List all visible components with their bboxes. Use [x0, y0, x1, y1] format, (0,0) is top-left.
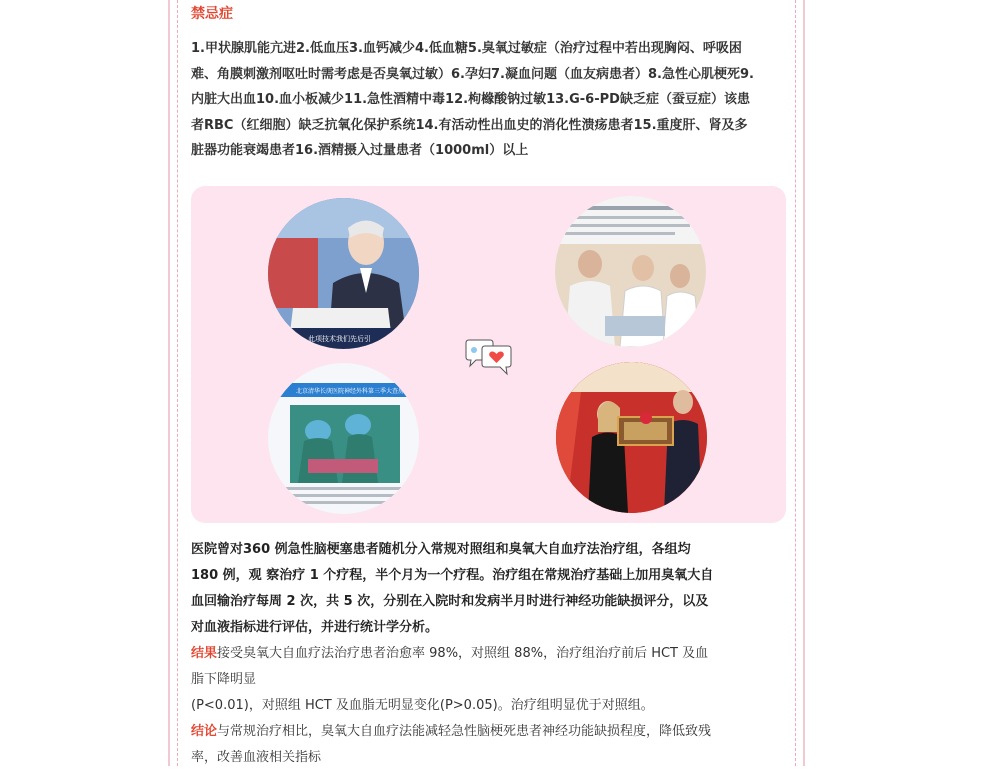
dashed-border-right — [795, 0, 796, 766]
doctors-patient-photo — [555, 196, 706, 347]
award-photo — [556, 362, 707, 513]
contra-line: 脏器功能衰竭患者16.酒精摄入过量患者（1000ml）以上 — [191, 143, 529, 158]
method-line: 血回输治疗每周 2 次，共 5 次，分别在入院时和发病半月时进行神经功能缺损评分，以及 — [191, 594, 709, 609]
article-column — [168, 0, 805, 766]
chat-heart-icon — [464, 339, 514, 377]
contra-line: 1.甲状腺肌能亢进2.低血压3.血钙减少4.低血糖5.臭氧过敏症（治疗过程中若出现胸闷、呼吸困 — [191, 41, 742, 56]
contra-line: 内脏大出血10.血小板减少11.急性酒精中毒12.枸橼酸钠过敏13.G-6-PD缺乏症（蚕豆症）该患 — [191, 92, 750, 107]
contraindications-heading: 禁忌症 — [191, 6, 233, 22]
result-line: 脂下降明显 — [191, 672, 257, 687]
result-text: 接受臭氧大自血疗法治疗患者治愈率 98%，对照组 88%，治疗组治疗前后 HCT 及血 — [217, 646, 709, 661]
surgery-photo — [268, 363, 419, 514]
conclusion-line — [191, 719, 791, 745]
contra-line: 难、角膜刺激剂呕吐时需考虑是否臭氧过敏）6.孕妇7.凝血问题（血友病患者）8.急性心肌梗死9. — [191, 66, 754, 82]
conclusion-label: 结论 — [191, 724, 218, 739]
speaker-caption: 此项技术我们先后引 — [308, 335, 371, 343]
contra-line: 者RBC（红细胞）缺乏抗氧化保护系统14.有活动性出血史的消化性溃疡患者15.重度肝、肾及多 — [191, 117, 748, 133]
method-line: 180 例，观 察治疗 1 个疗程，半个月为一个疗程。治疗组在常规治疗基础上加用臭氧大自 — [191, 568, 714, 583]
dashed-border-left — [177, 0, 178, 766]
result-label: 结果 — [191, 646, 218, 661]
result-line: (P<0.01)，对照组 HCT 及血脂无明显变化(P>0.05)。治疗组明显优于对照组。 — [191, 698, 654, 713]
contraindications-text — [191, 36, 789, 164]
study-section — [191, 537, 791, 771]
surgery-header: 北京清华长庚医院神经外科第三季大查房 — [296, 388, 405, 395]
result-line — [191, 641, 791, 667]
photo-collage — [191, 186, 786, 523]
method-line: 医院曾对360 例急性脑梗塞患者随机分入常规对照组和臭氧大自血疗法治疗组，各组均 — [191, 542, 691, 557]
speaker-photo — [268, 198, 419, 349]
conclusion-text: 与常规治疗相比，臭氧大自血疗法能减轻急性脑梗死患者神经功能缺损程度，降低致残 — [217, 724, 712, 739]
conclusion-line: 率，改善血液相关指标 — [191, 750, 322, 765]
method-line: 对血液指标进行评估，并进行统计学分析。 — [191, 620, 439, 635]
